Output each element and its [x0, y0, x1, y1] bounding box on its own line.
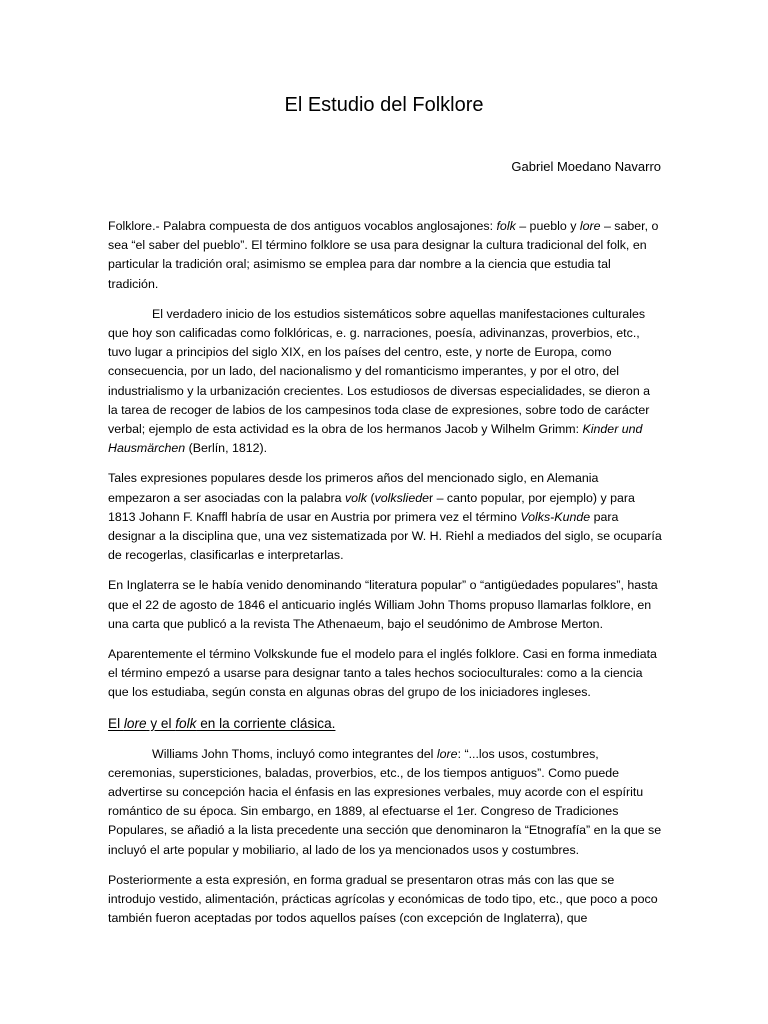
text-run: (Berlín, 1812). [185, 441, 268, 456]
text-run: : “...los usos, costumbres, ceremonias, supersticiones, baladas, proverbios, etc., de los tiempos antiguos”. Como puede advertirse su concepción hacia el énfasis en las expresiones verbales, muy acorde con el espíritu romántico de su época. Sin embargo, en 1889, al efectuarse el 1er. Congreso de Tradiciones Populares, se añadió a la lista precedente una sección que denominaron la “Etnografía” en la que se incluyó el arte popular y mobiliario, al lado de los ya mencionados usos y costumbres. [108, 746, 662, 857]
italic-term: Volks-Kunde [520, 509, 591, 524]
page-title: El Estudio del Folklore [284, 94, 484, 116]
paragraph-7: Posteriormente a esta expresión, en forma gradual se presentaron otras más con las que se introdujo vestido, alimentación, prácticas agrícolas y económicas de todo tipo, etc., que poco a poco también fueron aceptadas por todos aquellos países (con excepción de Inglaterra), que [108, 872, 658, 926]
text-run: El [108, 715, 124, 731]
paragraph-5: Aparentemente el término Volkskunde fue el modelo para el inglés folklore. Casi en forma inmediata el término empezó a usarse para designar tanto a tales hechos socioculturales: como a la ciencia que los estudiaba, según consta en algunas obras del grupo de los iniciadores ingleses. [108, 647, 657, 700]
section-heading [108, 714, 662, 734]
text-run: Tales expresiones populares desde los primeros años del mencionado siglo, en Alemania empezaron a ser asociadas con la palabra [108, 471, 599, 505]
paragraph-6 [108, 745, 662, 860]
text-run: y el [146, 715, 176, 731]
paragraph-3 [108, 469, 662, 565]
italic-term: lore [436, 746, 458, 761]
italic-term: volk [344, 490, 367, 505]
text-run: El verdadero inicio de los estudios sistemáticos sobre aquellas manifestaciones culturales que hoy son calificadas como folklóricas, e. g. narraciones, poesía, adivinanzas, proverbios, etc., tuvo lugar a principios del siglo XIX, en los países del centro, este, y norte de Europa, como consecuencia, por un lado, del nacionalismo y del romanticismo imperantes, y por el otro, del industrialismo y la urbanización crecientes. Los estudiosos de diversas especialidades, se dieron a la tarea de recoger de labios de los campesinos toda clase de expresiones, sobre todo de carácter verbal; ejemplo de esta actividad es la obra de los hermanos Jacob y Wilhelm Grimm: [108, 306, 651, 437]
text-run: Folklore.- Palabra compuesta de dos antiguos vocablos anglosajones: [108, 219, 497, 233]
paragraph-1 [108, 217, 662, 294]
italic-term: lore [123, 715, 147, 731]
text-run: – pueblo y [515, 219, 580, 233]
text-run: para designar a la disciplina que, una vez sistematizada por W. H. Riehl a mediados del siglo, se ocuparía de recogerlas, clasificarlas e interpretarlas. [108, 509, 662, 563]
document-body [108, 217, 662, 940]
text-run: en la corriente clásica. [196, 715, 336, 731]
italic-term: folk [496, 219, 516, 233]
text-run: – saber, o sea “el saber del pueblo”. El término folklore se usa para designar la cultura tradicional del folk, en particular la tradición oral; asimismo se emplea para dar nombre a la ciencia que estudia tal tradición. [108, 219, 659, 291]
italic-term: volksliede [374, 490, 429, 505]
paragraph-2 [108, 305, 662, 459]
italic-book-title: Kinder und Hausmärchen [108, 422, 643, 456]
paragraph-4: En Inglaterra se le había venido denominando “literatura popular” o “antigüedades populares”, hasta que el 22 de agosto de 1846 el anticuario inglés William John Thoms propuso llamarlas folklore, en una carta que publicó a la revista The Athenaeum, bajo el seudónimo de Ambrose Merton. [108, 578, 658, 631]
text-run: r – canto popular, por ejemplo) y para 1813 Johann F. Knaffl habría de usar en Austria por primera vez el término [108, 490, 635, 524]
italic-term: lore [579, 219, 601, 233]
text-run: ( [367, 490, 375, 505]
italic-term: folk [175, 715, 197, 731]
author-name: Gabriel Moedano Navarro [511, 159, 661, 174]
text-run: Williams John Thoms, incluyó como integrantes del [152, 746, 437, 761]
